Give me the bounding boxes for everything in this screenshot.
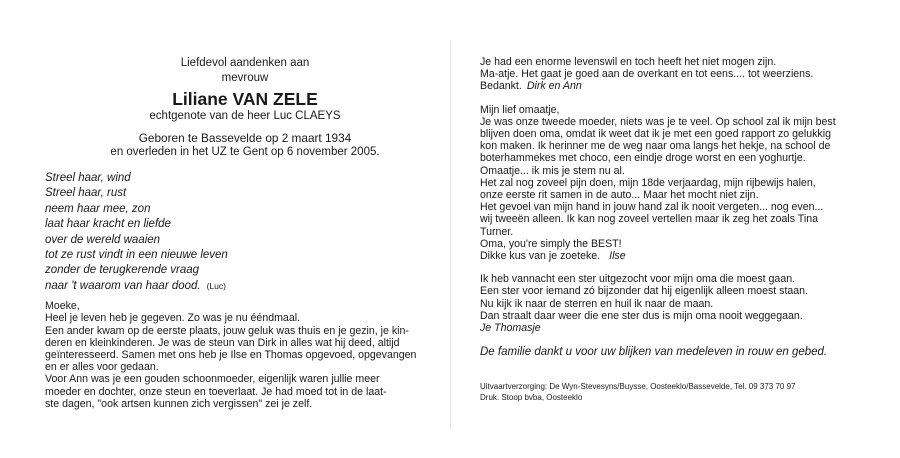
message-line: boterhammekes met choco, een eindje droge worst en een yoghurtje.: [480, 152, 806, 165]
message-line: Ma-atje. Het gaat je goed aan de overkant en tot eens.... tot weerziens.: [480, 68, 814, 81]
letter-line: Moeke,: [45, 300, 80, 313]
kiss-text: Dikke kus van je zoeteke.: [480, 250, 601, 263]
message-line: Mijn lief omaatje,: [480, 103, 560, 116]
spouse-line: echtgenote van de heer Luc CLAEYS: [149, 110, 341, 123]
poem-line: Streel haar, wind: [45, 171, 131, 184]
message-line: Je had een enorme levenswil en toch heeft het niet mogen zijn.: [480, 56, 777, 68]
poem-line-text: naar 't waarom van haar dood.: [45, 279, 201, 292]
message-line: [480, 80, 885, 92]
message-line: wij tweeën alleen. Ik kan nog zoveel vertellen maar ik zeg het zoals Tina: [480, 213, 819, 226]
message-line: Ik heb vannacht een ster uitgezocht voor mijn oma die moest gaan.: [480, 273, 796, 286]
letter-line: geïnteresseerd. Samen met ons heb je Ilse en Thomas opgevoed, opgevangen: [45, 348, 417, 361]
poem-line: tot ze rust vindt in een nieuwe leven: [45, 248, 228, 261]
letter-line: Heel je leven heb je gegeven. Zo was je nu ééndmaal.: [45, 312, 301, 325]
poem: [45, 171, 445, 294]
poem-line: neem haar mee, zon: [45, 202, 151, 215]
letter-line: ste dagen, "ook artsen kunnen zich vergissen" zei je zelf.: [45, 397, 313, 410]
family-thanks: De familie dankt u voor uw blijken van medeleven in rouw en gebed.: [480, 346, 828, 359]
thanks-text: Bedankt.: [480, 80, 522, 93]
right-column: [480, 56, 885, 403]
poem-line: zonder de terugkerende vraag: [45, 264, 200, 277]
letter-line: deren en kleinkinderen. Je was de steun van Dirk in alles wat hij deed, altijd: [45, 336, 400, 349]
message-line: [480, 250, 885, 262]
message-ilse: [480, 104, 885, 263]
message-line: Omaatje... ik mis je stem nu al.: [480, 164, 625, 177]
signature-dirk-ann: Dirk en Ann: [526, 80, 582, 93]
left-column: [45, 56, 445, 410]
letter-moeke: [45, 300, 445, 410]
funeral-director-line: Uitvaartverzorging: De Wyn-Stevesyns/Buysse, Oosteeklo/Bassevelde, Tel. 09 373 70 97: [480, 382, 796, 392]
message-line: onze eerste rit samen in de auto... Maar het mocht niet zijn.: [480, 189, 759, 202]
letter-line: moeder en dochter, onze steun en toeverlaat. Je had moed tot in de laat-: [45, 385, 387, 398]
poem-line: Streel haar, rust: [45, 187, 127, 200]
header-line2: mevrouw: [221, 72, 269, 85]
message-line: Nu kijk ik naar de sterren en huil ik naar de maan.: [480, 297, 714, 310]
poem-line: over de wereld waaien: [45, 233, 161, 246]
message-line: Oma, you're simply the BEST!: [480, 237, 622, 250]
message-line: Dan straalt daar weer die ene ster dus is mijn oma nooit weggegaan.: [480, 309, 803, 322]
spacer: [480, 93, 885, 104]
message-line: Het zal nog zoveel pijn doen, mijn 18de verjaardag, mijn rijbewijs halen,: [480, 176, 816, 189]
deceased-name: Liliane VAN ZELE: [172, 89, 318, 110]
message-dirk-ann: [480, 56, 885, 93]
death-line: en overleden in het UZ te Gent op 6 november 2005.: [110, 146, 380, 159]
signature-thomas: Je Thomasje: [480, 322, 541, 335]
spacer: [480, 262, 885, 273]
message-line: Een ster voor iemand zó bijzonder dat hij eigenlijk alleen moest staan.: [480, 285, 809, 298]
message-line: Je was onze tweede moeder, niets was je te veel. Op school zal ik mijn best: [480, 115, 836, 128]
birth-line: Geboren te Bassevelde op 2 maart 1934: [138, 130, 352, 145]
message-line: blijven doen oma, omdat ik weet dat ik je met een goed rapport zo gelukkig: [480, 128, 831, 141]
message-line: kon maken. Ik herinner me de weg naar oma langs het hekje, na school de: [480, 140, 831, 153]
poem-line: laat haar kracht en liefde: [45, 218, 171, 231]
letter-line: Voor Ann was je een gouden schoonmoeder, eigenlijk waren jullie meer: [45, 373, 380, 386]
signature-ilse: Ilse: [609, 250, 626, 263]
message-thomas: [480, 273, 885, 334]
message-line: Het gevoel van mijn hand in jouw hand zal ik nooit vergeten... nog even...: [480, 201, 824, 214]
header-block: [45, 56, 445, 160]
printer-line: Druk. Stoop bvba, Oosteeklo: [480, 392, 583, 402]
poem-signature: (Luc): [206, 280, 226, 291]
header-line1: Liefdevol aandenken aan: [180, 57, 310, 69]
letter-line: Een ander kwam op de eerste plaats, jouw geluk was thuis en je gezin, je kin-: [45, 324, 409, 337]
message-line: Turner.: [480, 225, 514, 238]
poem-line: [45, 279, 445, 294]
letter-line: en er alles voor gedaan.: [45, 361, 159, 374]
fold-divider: [450, 40, 451, 430]
footer: [480, 382, 885, 403]
